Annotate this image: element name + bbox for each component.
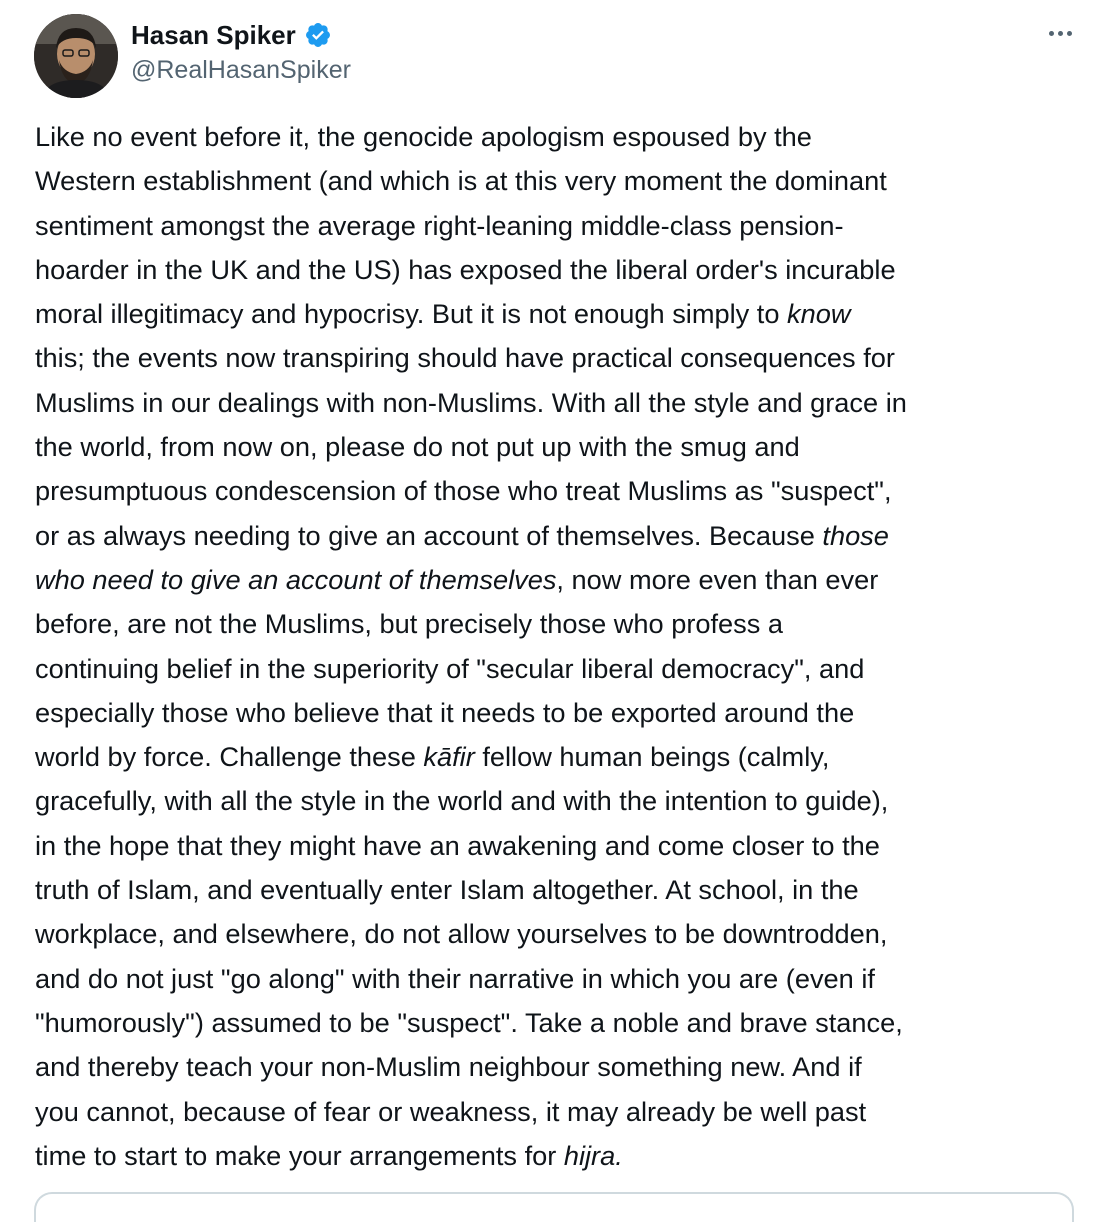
tweet-text-line — [35, 647, 1090, 691]
tweet-text-segment: and thereby teach your non-Muslim neighbour something new. And if — [35, 1051, 862, 1083]
tweet-text-emphasis: kāfir — [423, 741, 475, 773]
tweet-text-line — [35, 514, 1090, 558]
tweet-text-segment: gracefully, with all the style in the world and with the intention to guide), — [35, 785, 889, 817]
author-name-row — [131, 18, 332, 52]
verified-badge-icon[interactable] — [304, 21, 332, 49]
more-options-icon — [1049, 31, 1072, 36]
avatar[interactable] — [34, 14, 118, 98]
tweet-text-segment: this; the events now transpiring should have practical consequences for — [35, 342, 895, 374]
tweet-text-segment: before, are not the Muslims, but precisely those who profess a — [35, 608, 784, 640]
author-display-name[interactable]: Hasan Spiker — [131, 19, 296, 50]
tweet-text-line — [35, 1090, 1090, 1134]
tweet-text-line — [35, 159, 1090, 203]
tweet-text-line — [35, 1001, 1090, 1045]
tweet-text-segment: "humorously") assumed to be "suspect". Take a noble and brave stance, — [35, 1006, 903, 1038]
tweet-text-segment: Muslims in our dealings with non-Muslims. With all the style and grace in — [35, 386, 907, 418]
tweet-text-line — [35, 248, 1090, 292]
tweet-text-emphasis: know — [787, 298, 851, 330]
tweet-text-line — [35, 868, 1090, 912]
tweet-text-line — [35, 292, 1090, 336]
author-handle[interactable]: @RealHasanSpiker — [131, 56, 351, 84]
tweet-text-line — [35, 957, 1090, 1001]
quoted-card-edge[interactable] — [34, 1192, 1074, 1222]
tweet-text-line — [35, 824, 1090, 868]
tweet-text-segment: the world, from now on, please do not put up with the smug and — [35, 431, 800, 463]
tweet-text-line — [35, 469, 1090, 513]
tweet-text-line — [35, 912, 1090, 956]
tweet-text-segment: workplace, and elsewhere, do not allow yourselves to be downtrodden, — [35, 918, 888, 950]
tweet-text-line — [35, 602, 1090, 646]
tweet-text-segment: truth of Islam, and eventually enter Islam altogether. At school, in the — [35, 874, 859, 906]
tweet-text-line — [35, 115, 1090, 159]
tweet-text-segment: world by force. Challenge these — [35, 741, 424, 773]
tweet-text-segment: in the hope that they might have an awakening and come closer to the — [35, 829, 880, 861]
tweet-text-segment: continuing belief in the superiority of "secular liberal democracy", and — [35, 652, 865, 684]
tweet-text-segment: time to start to make your arrangements for — [35, 1139, 564, 1171]
profile-photo-icon — [34, 14, 118, 98]
tweet-text-segment: fellow human beings (calmly, — [474, 741, 830, 773]
tweet-text-emphasis: hijra. — [563, 1139, 623, 1171]
tweet-text-segment: Western establishment (and which is at this very moment the dominant — [35, 165, 887, 197]
tweet-text-segment: or as always needing to give an account of themselves. Because — [35, 519, 823, 551]
tweet-text-line — [35, 1134, 1090, 1178]
tweet-text — [35, 115, 1090, 1178]
tweet-text-line — [35, 336, 1090, 380]
tweet-text-segment: and do not just "go along" with their narrative in which you are (even if — [35, 962, 875, 994]
tweet-text-line — [35, 204, 1090, 248]
tweet-text-line — [35, 691, 1090, 735]
tweet-text-segment: you cannot, because of fear or weakness, it may already be well past — [35, 1095, 867, 1127]
tweet-text-line — [35, 779, 1090, 823]
tweet-text-segment: hoarder in the UK and the US) has exposed the liberal order's incurable — [35, 253, 896, 285]
tweet-text-line — [35, 558, 1090, 602]
tweet-text-line — [35, 381, 1090, 425]
tweet-text-emphasis: those — [822, 519, 889, 551]
more-options-button[interactable] — [1040, 18, 1080, 48]
tweet-text-segment: especially those who believe that it needs to be exported around the — [35, 696, 855, 728]
tweet-text-segment: presumptuous condescension of those who treat Muslims as "suspect", — [35, 475, 892, 507]
tweet-text-line — [35, 425, 1090, 469]
tweet-text-segment: , now more even than ever — [556, 563, 879, 595]
tweet-text-emphasis: who need to give an account of themselves — [35, 563, 557, 595]
tweet-text-line — [35, 1045, 1090, 1089]
tweet-text-segment: Like no event before it, the genocide apologism espoused by the — [35, 121, 812, 152]
tweet-text-segment: sentiment amongst the average right-leaning middle-class pension- — [35, 209, 844, 241]
tweet-text-segment: moral illegitimacy and hypocrisy. But it is not enough simply to — [35, 298, 788, 330]
tweet-text-line — [35, 735, 1090, 779]
